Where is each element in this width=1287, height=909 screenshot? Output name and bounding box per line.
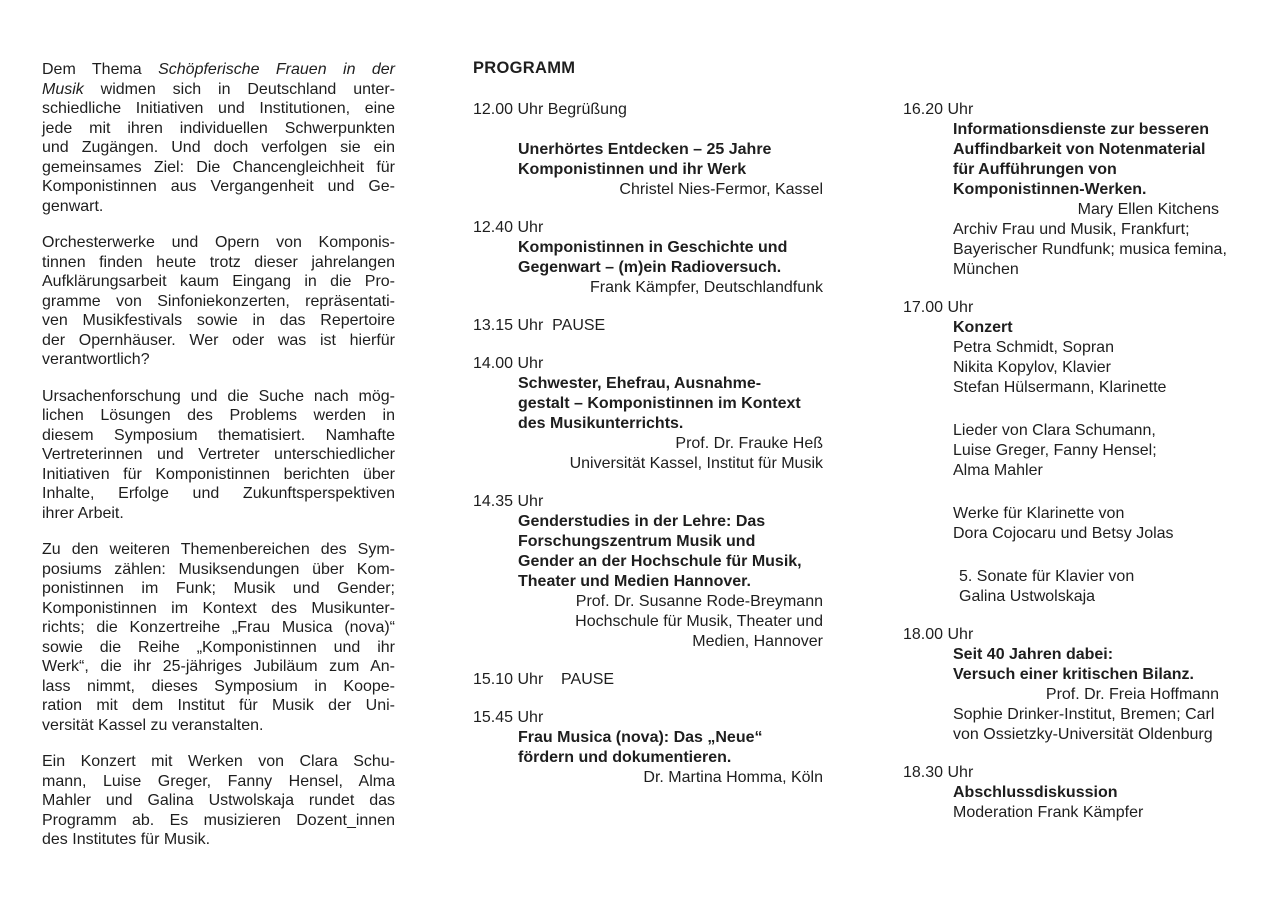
intro-text: Ein Konzert mit Werken von Clara Schu- [42, 753, 395, 770]
event-title-line: fördern und dokumentieren. [518, 749, 732, 766]
event-title-line: Genderstudies in der Lehre: Das [518, 513, 766, 530]
event-detail-line: Stefan Hülsermann, Klarinette [953, 379, 1167, 396]
intro-paragraph [42, 540, 395, 735]
event-title-line: Auffindbarkeit von Notenmaterial [953, 141, 1206, 158]
intro-text: lass nimmt, dieses Symposium in Koope- [42, 677, 395, 695]
event-title-line: Forschungszentrum Musik und [518, 533, 756, 550]
intro-text: Werk“, die ihr 25-jähriges Jubiläum zum An- [42, 658, 395, 675]
intro-text: versität Kassel zu veranstalten. [42, 716, 264, 734]
event-speaker-line: Universität Kassel, Institut für Musik [569, 455, 823, 472]
intro-text: ven Musikfestivals sowie in das Repertoire [42, 312, 395, 329]
event-title-line: Abschlussdiskussion [953, 784, 1118, 801]
intro-line [42, 696, 395, 716]
event-detail-line: Luise Greger, Fanny Hensel; [953, 442, 1157, 459]
event-blank-line [903, 481, 1239, 504]
intro-line [42, 99, 395, 119]
intro-text: Vertreterinnen und Vertreter unterschiedlicher [42, 446, 395, 463]
intro-text: Orchesterwerke und Opern von Komponis- [42, 234, 395, 251]
intro-text-italic: Musik [42, 80, 84, 98]
event-detail-line: Bayerischer Rundfunk; musica femina, [953, 241, 1227, 258]
intro-text: widmen sich in Deutschland unter- [83, 80, 395, 98]
event-detail-line: Moderation Frank Kämpfer [953, 804, 1144, 821]
intro-line [42, 292, 395, 312]
event-detail-line: München [953, 261, 1019, 278]
event-title-line: für Aufführungen von [953, 161, 1117, 178]
event-title-line: Komponistinnen-Werken. [953, 181, 1147, 198]
event-detail-line: von Ossietzky-Universität Oldenburg [953, 726, 1213, 743]
program-event [903, 763, 1239, 823]
event-time: 14.00 Uhr [473, 355, 544, 372]
intro-text: lichen Lösungen des Problems werden in [42, 407, 395, 424]
event-detail-line: Dora Cojocaru und Betsy Jolas [953, 525, 1174, 542]
intro-text: richts; die Konzertreihe „Frau Musica (nova)“ [42, 619, 395, 636]
event-title-line: Informationsdienste zur besseren [953, 121, 1210, 138]
intro-line [42, 311, 395, 331]
intro-text: ration mit dem Institut für Musik der Uni- [42, 697, 395, 714]
intro-line [42, 138, 395, 158]
intro-text: Mahler und Galina Ustwolskaja rundet das [42, 792, 395, 809]
event-speaker-line: Prof. Dr. Freia Hoffmann [1045, 686, 1219, 703]
intro-line [42, 177, 395, 197]
event-speaker-line: Prof. Dr. Frauke Heß [675, 435, 823, 452]
intro-text: Komponistinnen im Kontext des Musikunter- [42, 599, 395, 617]
program-column-1 [473, 58, 823, 806]
intro-line [42, 772, 395, 792]
intro-line [42, 253, 395, 273]
program-event [473, 708, 823, 788]
event-title-line: Unerhörtes Entdecken – 25 Jahre [518, 141, 772, 158]
program-events-first [473, 100, 823, 788]
event-detail-line: Sophie Drinker-Institut, Bremen; Carl [953, 706, 1215, 723]
event-title-line: gestalt – Komponistinnen im Kontext [518, 395, 801, 412]
intro-line [42, 560, 395, 580]
event-blank-line [903, 544, 1239, 567]
intro-line [42, 197, 395, 217]
event-title-line: Theater und Medien Hannover. [518, 573, 751, 590]
event-speaker-line: Medien, Hannover [692, 633, 823, 650]
intro-line [42, 445, 395, 465]
intro-line [42, 504, 395, 524]
intro-line [42, 119, 395, 139]
intro-line [42, 830, 395, 850]
intro-text: gemeinsames Ziel: Die Chancengleichheit für [42, 158, 395, 176]
event-speaker-line: Christel Nies-Fermor, Kassel [619, 181, 823, 198]
event-title-line: Versuch einer kritischen Bilanz. [953, 666, 1194, 683]
intro-text: des Institutes für Musik. [42, 831, 211, 848]
event-title-line: Gender an der Hochschule für Musik, [518, 553, 802, 570]
intro-text: der Opernhäuser. Wer oder was ist hierfür [42, 331, 395, 349]
event-speaker-line: Dr. Martina Homma, Köln [643, 769, 823, 786]
event-detail-line: Werke für Klarinette von [953, 505, 1125, 522]
event-speaker-line: Hochschule für Musik, Theater und [575, 613, 823, 630]
intro-paragraph [42, 387, 395, 524]
intro-line [42, 811, 395, 831]
program-event [903, 625, 1239, 745]
intro-line [42, 272, 395, 292]
event-detail-line: Lieder von Clara Schumann, [953, 422, 1156, 439]
intro-text: sowie die Reihe „Komponistinnen und ihr [42, 638, 395, 656]
intro-text: verantwortlich? [42, 351, 150, 368]
intro-line [42, 484, 395, 504]
event-title-line: Komponistinnen in Geschichte und [518, 239, 788, 256]
intro-line [42, 599, 395, 619]
program-event [473, 670, 823, 690]
intro-line [42, 791, 395, 811]
event-time: 15.45 Uhr [473, 709, 544, 726]
intro-line [42, 426, 395, 446]
intro-text: diesem Symposium thematisiert. Namhafte [42, 426, 395, 444]
intro-line [42, 618, 395, 638]
event-speaker-line: Frank Kämpfer, Deutschlandfunk [589, 279, 823, 296]
event-detail-line: Petra Schmidt, Sopran [953, 339, 1114, 356]
intro-line [42, 60, 395, 80]
intro-line [42, 540, 395, 560]
event-time: 18.00 Uhr [903, 626, 974, 643]
intro-line [42, 406, 395, 426]
event-blank-line [903, 398, 1239, 421]
program-event [903, 100, 1239, 280]
program-event [473, 218, 823, 298]
intro-text: ponistinnen im Funk; Musik und Gender; [42, 580, 395, 597]
event-time: 13.15 Uhr PAUSE [473, 317, 606, 334]
program-events-second [903, 100, 1239, 823]
program-event [473, 354, 823, 474]
event-time: 14.35 Uhr [473, 493, 544, 510]
intro-line [42, 350, 395, 370]
event-time: 15.10 Uhr PAUSE [473, 671, 615, 688]
intro-text: posiums zählen: Musiksendungen über Kom- [42, 560, 395, 578]
event-detail-line: Nikita Kopylov, Klavier [953, 359, 1111, 376]
program-event [473, 316, 823, 336]
intro-text: Zu den weiteren Themenbereichen des Sym- [42, 541, 395, 558]
event-title-line: Gegenwart – (m)ein Radioversuch. [518, 259, 782, 276]
intro-text: Inhalte, Erfolge und Zukunftsperspektiven [42, 485, 395, 502]
intro-line [42, 638, 395, 658]
event-time: 18.30 Uhr [903, 764, 974, 781]
intro-line [42, 331, 395, 351]
program-event [473, 100, 823, 200]
program-heading: PROGRAMM [473, 59, 576, 77]
event-title-line: Komponistinnen und ihr Werk [518, 161, 747, 178]
event-title-line: Schwester, Ehefrau, Ausnahme- [518, 375, 762, 392]
intro-text: tinnen finden heute trotz dieser jahrelangen [42, 253, 395, 271]
intro-line [42, 158, 395, 178]
intro-paragraph [42, 752, 395, 850]
event-title-line: des Musikunterrichts. [518, 415, 684, 432]
intro-paragraph [42, 60, 395, 216]
intro-text: Aufklärungsarbeit kaum Eingang in die Pro- [42, 273, 395, 290]
intro-text: und Zugängen. Und doch verfolgen sie ein [42, 139, 395, 156]
event-blank-line [473, 120, 823, 140]
event-speaker-line: Prof. Dr. Susanne Rode-Breymann [575, 593, 823, 610]
event-detail-line: Galina Ustwolskaja [959, 588, 1096, 605]
intro-text: Dem Thema [42, 61, 159, 78]
event-title-line: Konzert [953, 319, 1013, 336]
event-detail-line: Archiv Frau und Musik, Frankfurt; [953, 221, 1190, 238]
intro-text: mann, Luise Greger, Fanny Hensel, Alma [42, 772, 395, 790]
intro-column [42, 60, 395, 867]
event-time: 16.20 Uhr [903, 101, 974, 118]
event-title-line: Frau Musica (nova): Das „Neue“ [518, 729, 763, 746]
intro-line [42, 716, 395, 736]
intro-text: schiedliche Initiativen und Institutionen, eine [42, 100, 395, 117]
program-event [473, 492, 823, 652]
intro-text: Initiativen für Komponistinnen berichten über [42, 465, 395, 483]
intro-line [42, 233, 395, 253]
intro-line [42, 579, 395, 599]
intro-text: Programm ab. Es musizieren Dozent_innen [42, 811, 395, 829]
intro-line [42, 387, 395, 407]
event-time: 12.00 Uhr Begrüßung [473, 101, 627, 118]
intro-line [42, 657, 395, 677]
event-time: 17.00 Uhr [903, 299, 974, 316]
intro-line [42, 677, 395, 697]
intro-text: ihrer Arbeit. [42, 504, 124, 522]
intro-line [42, 752, 395, 772]
intro-line [42, 80, 395, 100]
intro-line [42, 465, 395, 485]
intro-text-italic: Schöpferische Frauen in der [158, 61, 395, 78]
intro-text: gramme von Sinfoniekonzerten, repräsentati- [42, 292, 395, 310]
event-speaker-line: Mary Ellen Kitchens [1077, 201, 1219, 218]
intro-text: Komponistinnen aus Vergangenheit und Ge- [42, 178, 395, 195]
intro-text: genwart. [42, 197, 104, 215]
intro-text: Ursachenforschung und die Suche nach mög- [42, 387, 395, 405]
program-column-2 [903, 100, 1239, 841]
program-event [903, 298, 1239, 607]
event-title-line: Seit 40 Jahren dabei: [953, 646, 1114, 663]
intro-text: jede mit ihren individuellen Schwerpunkten [42, 119, 395, 137]
event-detail-line: 5. Sonate für Klavier von [959, 568, 1135, 585]
event-detail-line: Alma Mahler [953, 462, 1043, 479]
intro-paragraph [42, 233, 395, 370]
event-time: 12.40 Uhr [473, 219, 544, 236]
